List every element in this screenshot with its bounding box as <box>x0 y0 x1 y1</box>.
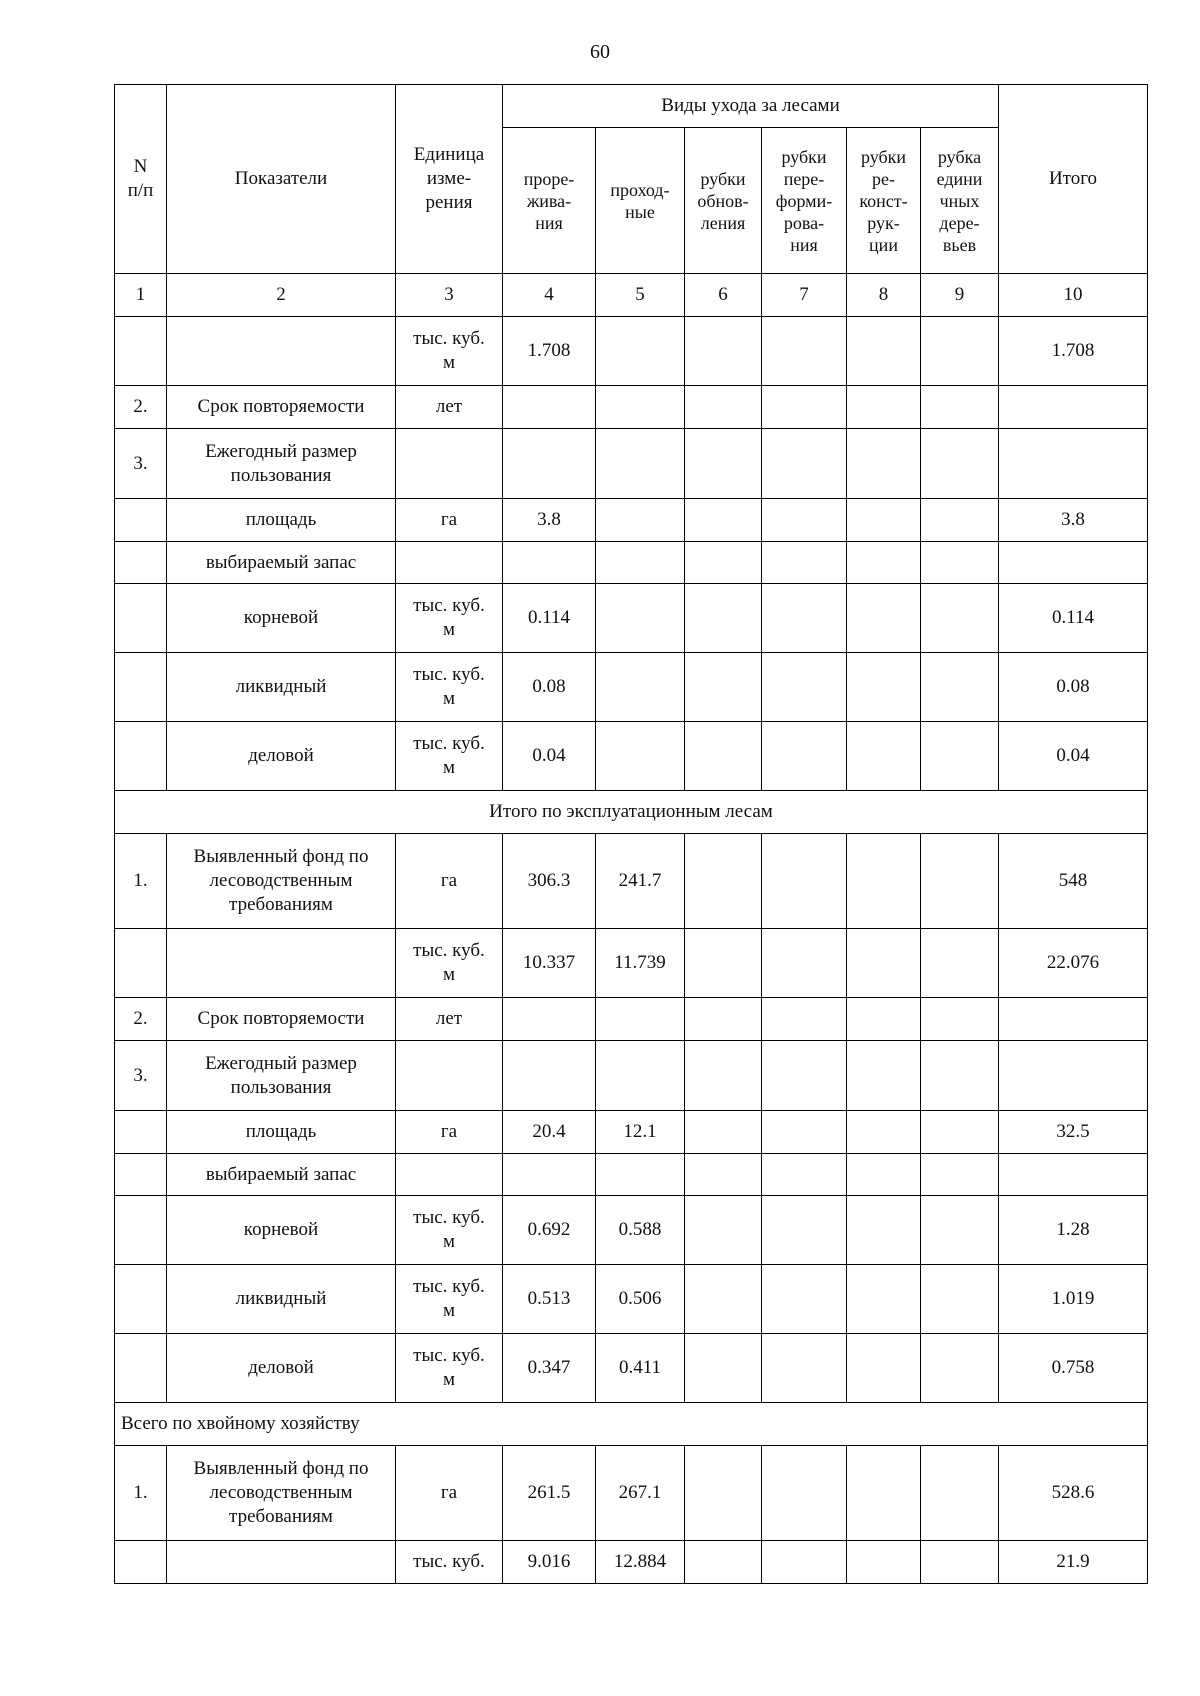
row-number: 1. <box>115 1446 167 1541</box>
header-reconstruction-label: рубки ре- конст- рук- ции <box>859 146 908 255</box>
reformation-value <box>762 1041 847 1111</box>
unit-cell: га <box>396 834 503 929</box>
reformation-value <box>762 1111 847 1154</box>
passage-value: 0.411 <box>596 1334 685 1403</box>
total-value: 1.28 <box>999 1196 1148 1265</box>
single-trees-value <box>921 584 999 653</box>
table-row <box>115 722 1148 791</box>
table-row <box>115 998 1148 1041</box>
column-number: 5 <box>596 274 685 317</box>
single-trees-value <box>921 1196 999 1265</box>
header-number-label: N п/п <box>127 156 154 201</box>
renewal-value <box>685 722 762 791</box>
header-total-label: Итого <box>1048 168 1098 189</box>
renewal-value <box>685 429 762 499</box>
column-number: 6 <box>685 274 762 317</box>
passage-value <box>596 499 685 542</box>
total-value: 0.114 <box>999 584 1148 653</box>
thinning-value: 306.3 <box>503 834 596 929</box>
passage-value <box>596 653 685 722</box>
reformation-value <box>762 1265 847 1334</box>
renewal-value <box>685 1111 762 1154</box>
renewal-value <box>685 386 762 429</box>
reformation-value <box>762 542 847 584</box>
thinning-value: 1.708 <box>503 317 596 386</box>
single-trees-value <box>921 722 999 791</box>
reconstruction-value <box>847 1265 921 1334</box>
table-row <box>115 929 1148 998</box>
renewal-value <box>685 1446 762 1541</box>
reformation-value <box>762 1196 847 1265</box>
row-number <box>115 584 167 653</box>
total-value: 1.019 <box>999 1265 1148 1334</box>
indicator-cell: деловой <box>167 722 396 791</box>
passage-value: 0.588 <box>596 1196 685 1265</box>
passage-value: 267.1 <box>596 1446 685 1541</box>
reformation-value <box>762 1541 847 1584</box>
thinning-value: 0.114 <box>503 584 596 653</box>
reformation-value <box>762 722 847 791</box>
indicator-cell: Ежегодный размер пользования <box>167 1041 396 1111</box>
renewal-value <box>685 834 762 929</box>
page-number: 60 <box>590 41 610 63</box>
total-value: 0.04 <box>999 722 1148 791</box>
header-reconstruction <box>847 128 921 274</box>
passage-value <box>596 542 685 584</box>
indicator-cell: выбираемый запас <box>167 1154 396 1196</box>
header-indicator-label: Показатели <box>234 168 328 189</box>
single-trees-value <box>921 1334 999 1403</box>
table-row <box>115 834 1148 929</box>
header-passage <box>596 128 685 274</box>
passage-value <box>596 429 685 499</box>
unit-cell: тыс. куб. м <box>396 1265 503 1334</box>
passage-value: 11.739 <box>596 929 685 998</box>
renewal-value <box>685 998 762 1041</box>
table-row <box>115 317 1148 386</box>
passage-value <box>596 584 685 653</box>
section-conifer-title-row <box>115 1403 1148 1446</box>
renewal-value <box>685 584 762 653</box>
indicator-cell: площадь <box>167 499 396 542</box>
header-thinning-label: проре- жива- ния <box>523 168 575 233</box>
passage-value: 0.506 <box>596 1265 685 1334</box>
row-number <box>115 1541 167 1584</box>
unit-cell: тыс. куб. м <box>396 929 503 998</box>
thinning-value: 0.04 <box>503 722 596 791</box>
indicator-cell <box>167 1541 396 1584</box>
column-number: 9 <box>921 274 999 317</box>
total-value: 0.08 <box>999 653 1148 722</box>
single-trees-value <box>921 1041 999 1111</box>
total-value: 548 <box>999 834 1148 929</box>
single-trees-value <box>921 1154 999 1196</box>
row-number <box>115 1196 167 1265</box>
reformation-value <box>762 386 847 429</box>
reformation-value <box>762 998 847 1041</box>
reconstruction-value <box>847 1111 921 1154</box>
thinning-value: 0.347 <box>503 1334 596 1403</box>
reformation-value <box>762 1154 847 1196</box>
single-trees-value <box>921 317 999 386</box>
column-number-row <box>115 274 1148 317</box>
section-exploitation-title: Итого по эксплуатационным лесам <box>115 791 1148 834</box>
indicator-cell: Ежегодный размер пользования <box>167 429 396 499</box>
column-number: 10 <box>999 274 1148 317</box>
header-total <box>999 85 1148 274</box>
indicator-cell: деловой <box>167 1334 396 1403</box>
unit-cell: лет <box>396 386 503 429</box>
indicator-cell <box>167 929 396 998</box>
indicator-cell: ликвидный <box>167 653 396 722</box>
single-trees-value <box>921 929 999 998</box>
total-value: 21.9 <box>999 1541 1148 1584</box>
single-trees-value <box>921 1541 999 1584</box>
renewal-value <box>685 1265 762 1334</box>
thinning-value <box>503 1041 596 1111</box>
passage-value: 12.1 <box>596 1111 685 1154</box>
indicator-cell: Срок повторяемости <box>167 386 396 429</box>
passage-value: 12.884 <box>596 1541 685 1584</box>
row-number <box>115 1265 167 1334</box>
header-reformation <box>762 128 847 274</box>
reconstruction-value <box>847 1541 921 1584</box>
column-number: 1 <box>115 274 167 317</box>
table-body <box>115 274 1148 1584</box>
single-trees-value <box>921 653 999 722</box>
renewal-value <box>685 1196 762 1265</box>
passage-value <box>596 317 685 386</box>
column-number: 2 <box>167 274 396 317</box>
reformation-value <box>762 1334 847 1403</box>
thinning-value: 10.337 <box>503 929 596 998</box>
reconstruction-value <box>847 584 921 653</box>
single-trees-value <box>921 1265 999 1334</box>
renewal-value <box>685 1334 762 1403</box>
indicator-cell: Выявленный фонд по лесоводственным требованиям <box>167 1446 396 1541</box>
header-single-trees <box>921 128 999 274</box>
renewal-value <box>685 653 762 722</box>
total-value <box>999 386 1148 429</box>
total-value: 3.8 <box>999 499 1148 542</box>
unit-cell: тыс. куб. м <box>396 722 503 791</box>
indicator-cell: выбираемый запас <box>167 542 396 584</box>
reconstruction-value <box>847 1334 921 1403</box>
reformation-value <box>762 584 847 653</box>
row-number <box>115 499 167 542</box>
indicator-cell <box>167 317 396 386</box>
reconstruction-value <box>847 929 921 998</box>
renewal-value <box>685 1541 762 1584</box>
single-trees-value <box>921 998 999 1041</box>
unit-cell <box>396 1154 503 1196</box>
row-number <box>115 1334 167 1403</box>
indicator-cell: корневой <box>167 1196 396 1265</box>
header-renewal <box>685 128 762 274</box>
single-trees-value <box>921 386 999 429</box>
thinning-value <box>503 429 596 499</box>
table-row <box>115 1334 1148 1403</box>
reconstruction-value <box>847 429 921 499</box>
thinning-value <box>503 1154 596 1196</box>
reconstruction-value <box>847 722 921 791</box>
reformation-value <box>762 834 847 929</box>
reconstruction-value <box>847 1041 921 1111</box>
header-renewal-label: рубки обнов- ления <box>697 168 749 233</box>
header-indicator <box>167 85 396 274</box>
row-number: 3. <box>115 429 167 499</box>
reconstruction-value <box>847 1446 921 1541</box>
header-number <box>115 85 167 274</box>
row-number: 3. <box>115 1041 167 1111</box>
unit-cell <box>396 1041 503 1111</box>
renewal-value <box>685 542 762 584</box>
table-row <box>115 499 1148 542</box>
thinning-value <box>503 542 596 584</box>
indicator-cell: корневой <box>167 584 396 653</box>
section-conifer-title: Всего по хвойному хозяйству <box>115 1403 1148 1446</box>
table-row <box>115 1196 1148 1265</box>
row-number: 2. <box>115 998 167 1041</box>
row-number <box>115 1154 167 1196</box>
indicator-cell: Выявленный фонд по лесоводственным требованиям <box>167 834 396 929</box>
table-row <box>115 584 1148 653</box>
table-row <box>115 1446 1148 1541</box>
reconstruction-value <box>847 499 921 542</box>
table-row <box>115 653 1148 722</box>
reformation-value <box>762 1446 847 1541</box>
thinning-value: 0.08 <box>503 653 596 722</box>
total-value: 528.6 <box>999 1446 1148 1541</box>
unit-cell: га <box>396 499 503 542</box>
total-value <box>999 1041 1148 1111</box>
column-number: 3 <box>396 274 503 317</box>
row-number: 1. <box>115 834 167 929</box>
row-number <box>115 317 167 386</box>
reconstruction-value <box>847 834 921 929</box>
reformation-value <box>762 499 847 542</box>
reformation-value <box>762 429 847 499</box>
single-trees-value <box>921 499 999 542</box>
total-value <box>999 1154 1148 1196</box>
total-value: 1.708 <box>999 317 1148 386</box>
row-number <box>115 542 167 584</box>
table-row <box>115 1265 1148 1334</box>
thinning-value: 261.5 <box>503 1446 596 1541</box>
total-value: 0.758 <box>999 1334 1148 1403</box>
header-unit-label: Единица изме- рения <box>413 144 485 213</box>
indicator-cell: площадь <box>167 1111 396 1154</box>
table-row <box>115 542 1148 584</box>
header-unit <box>396 85 503 274</box>
header-reformation-label: рубки пере- форми- рова- ния <box>775 146 833 255</box>
total-value <box>999 542 1148 584</box>
passage-value <box>596 998 685 1041</box>
total-value: 32.5 <box>999 1111 1148 1154</box>
thinning-value: 0.513 <box>503 1265 596 1334</box>
passage-value <box>596 386 685 429</box>
table-row <box>115 1154 1148 1196</box>
indicator-cell: Срок повторяемости <box>167 998 396 1041</box>
row-number <box>115 929 167 998</box>
table-row <box>115 386 1148 429</box>
reconstruction-value <box>847 1154 921 1196</box>
forest-care-table <box>114 84 1148 1584</box>
renewal-value <box>685 1154 762 1196</box>
thinning-value <box>503 998 596 1041</box>
single-trees-value <box>921 1111 999 1154</box>
reconstruction-value <box>847 317 921 386</box>
unit-cell: тыс. куб. м <box>396 317 503 386</box>
total-value <box>999 429 1148 499</box>
thinning-value: 9.016 <box>503 1541 596 1584</box>
thinning-value <box>503 386 596 429</box>
reconstruction-value <box>847 1196 921 1265</box>
single-trees-value <box>921 1446 999 1541</box>
row-number <box>115 1111 167 1154</box>
unit-cell: тыс. куб. м <box>396 1196 503 1265</box>
unit-cell: тыс. куб. м <box>396 653 503 722</box>
table-row <box>115 429 1148 499</box>
renewal-value <box>685 929 762 998</box>
table-row <box>115 1111 1148 1154</box>
reformation-value <box>762 929 847 998</box>
unit-cell: лет <box>396 998 503 1041</box>
passage-value <box>596 1154 685 1196</box>
column-number: 4 <box>503 274 596 317</box>
thinning-value: 0.692 <box>503 1196 596 1265</box>
renewal-value <box>685 499 762 542</box>
indicator-cell: ликвидный <box>167 1265 396 1334</box>
thinning-value: 20.4 <box>503 1111 596 1154</box>
table-row <box>115 1541 1148 1584</box>
column-number: 7 <box>762 274 847 317</box>
column-number: 8 <box>847 274 921 317</box>
unit-cell: тыс. куб. м <box>396 584 503 653</box>
reformation-value <box>762 653 847 722</box>
row-number <box>115 653 167 722</box>
renewal-value <box>685 317 762 386</box>
reconstruction-value <box>847 998 921 1041</box>
reconstruction-value <box>847 653 921 722</box>
total-value: 22.076 <box>999 929 1148 998</box>
unit-cell: тыс. куб. <box>396 1541 503 1584</box>
reconstruction-value <box>847 386 921 429</box>
unit-cell <box>396 429 503 499</box>
table-row <box>115 1041 1148 1111</box>
row-number: 2. <box>115 386 167 429</box>
header-passage-label: проход- ные <box>610 179 670 222</box>
passage-value <box>596 722 685 791</box>
passage-value <box>596 1041 685 1111</box>
single-trees-value <box>921 542 999 584</box>
renewal-value <box>685 1041 762 1111</box>
unit-cell <box>396 542 503 584</box>
unit-cell: га <box>396 1446 503 1541</box>
total-value <box>999 998 1148 1041</box>
header-thinning <box>503 128 596 274</box>
thinning-value: 3.8 <box>503 499 596 542</box>
header-single-trees-label: рубка едини чных дере- вьев <box>936 146 983 255</box>
section-exploitation-title-row <box>115 791 1148 834</box>
row-number <box>115 722 167 791</box>
unit-cell: тыс. куб. м <box>396 1334 503 1403</box>
header-care-types-label: Виды ухода за лесами <box>661 95 840 116</box>
header-care-types <box>503 85 999 128</box>
reformation-value <box>762 317 847 386</box>
reconstruction-value <box>847 542 921 584</box>
passage-value: 241.7 <box>596 834 685 929</box>
single-trees-value <box>921 834 999 929</box>
single-trees-value <box>921 429 999 499</box>
unit-cell: га <box>396 1111 503 1154</box>
